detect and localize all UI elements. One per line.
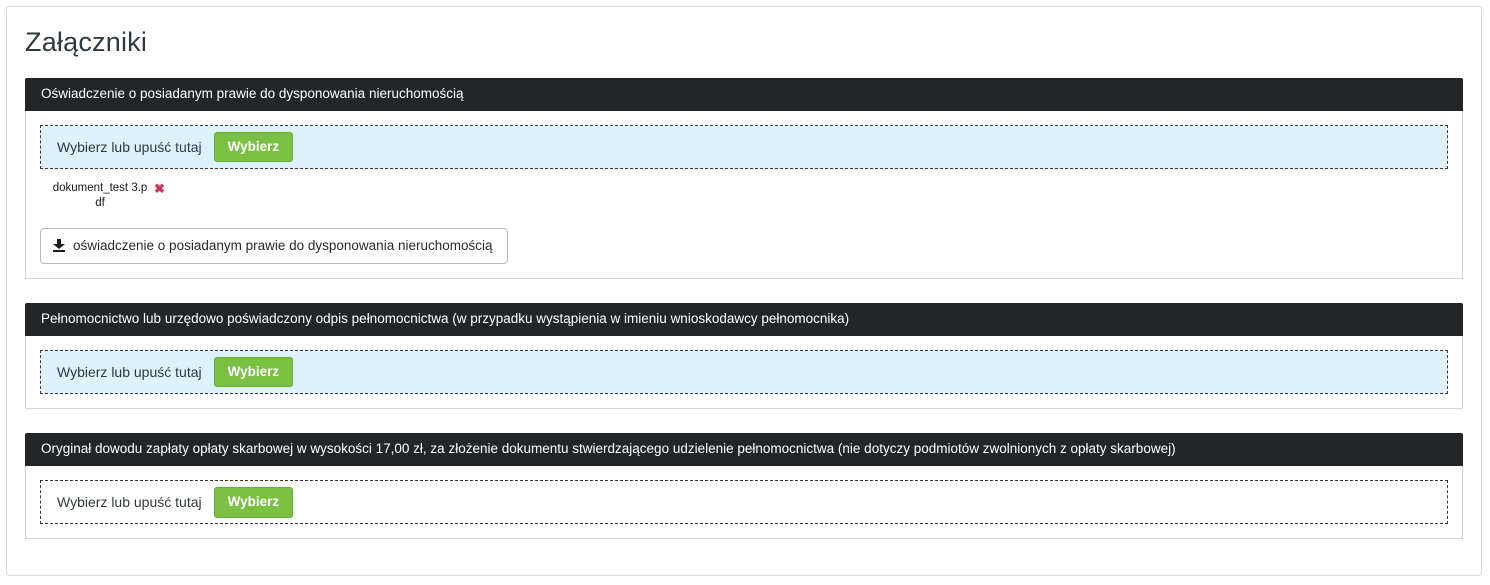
choose-file-button-2[interactable]: Wybierz	[214, 357, 294, 388]
section-2-body	[25, 336, 1463, 409]
section-3-header: Oryginał dowodu zapłaty opłaty skarbowej w wysokości 17,00 zł, za złożenie dokumentu stwierdzającego udzielenie pełnomocnictwa (nie dotyczy podmiotów zwolnionych z opłaty skarbowej)	[25, 433, 1463, 466]
uploaded-file-item	[52, 181, 1448, 210]
choose-file-button-3[interactable]: Wybierz	[214, 487, 294, 518]
attachment-section-3	[25, 433, 1463, 539]
remove-file-icon[interactable]: ✖	[154, 181, 165, 197]
download-icon	[53, 239, 65, 252]
page-title: Załączniki	[25, 27, 148, 57]
section-1-body	[25, 111, 1463, 279]
dropzone-label-3: Wybierz lub upuść tutaj	[57, 494, 202, 511]
file-dropzone-1[interactable]	[40, 125, 1448, 169]
download-statement-label: oświadczenie o posiadanym prawie do dysponowania nieruchomością	[73, 237, 493, 253]
dropzone-label-2: Wybierz lub upuść tutaj	[57, 364, 202, 381]
file-dropzone-2[interactable]	[40, 350, 1448, 394]
attachment-section-1	[25, 78, 1463, 279]
choose-file-button-1[interactable]: Wybierz	[214, 132, 294, 163]
section-3-body	[25, 466, 1463, 539]
attachments-panel	[6, 6, 1482, 576]
dropzone-label-1: Wybierz lub upuść tutaj	[57, 139, 202, 156]
attachment-section-2	[25, 303, 1463, 409]
section-2-header: Pełnomocnictwo lub urzędowo poświadczony odpis pełnomocnictwa (w przypadku wystąpienia w imieniu wnioskodawcy pełnomocnika)	[25, 303, 1463, 336]
download-statement-button[interactable]	[40, 228, 508, 264]
uploaded-file-name: dokument_test 3.pdf	[52, 182, 148, 209]
file-dropzone-3[interactable]	[40, 480, 1448, 524]
section-1-header: Oświadczenie o posiadanym prawie do dysponowania nieruchomością	[25, 78, 1463, 111]
